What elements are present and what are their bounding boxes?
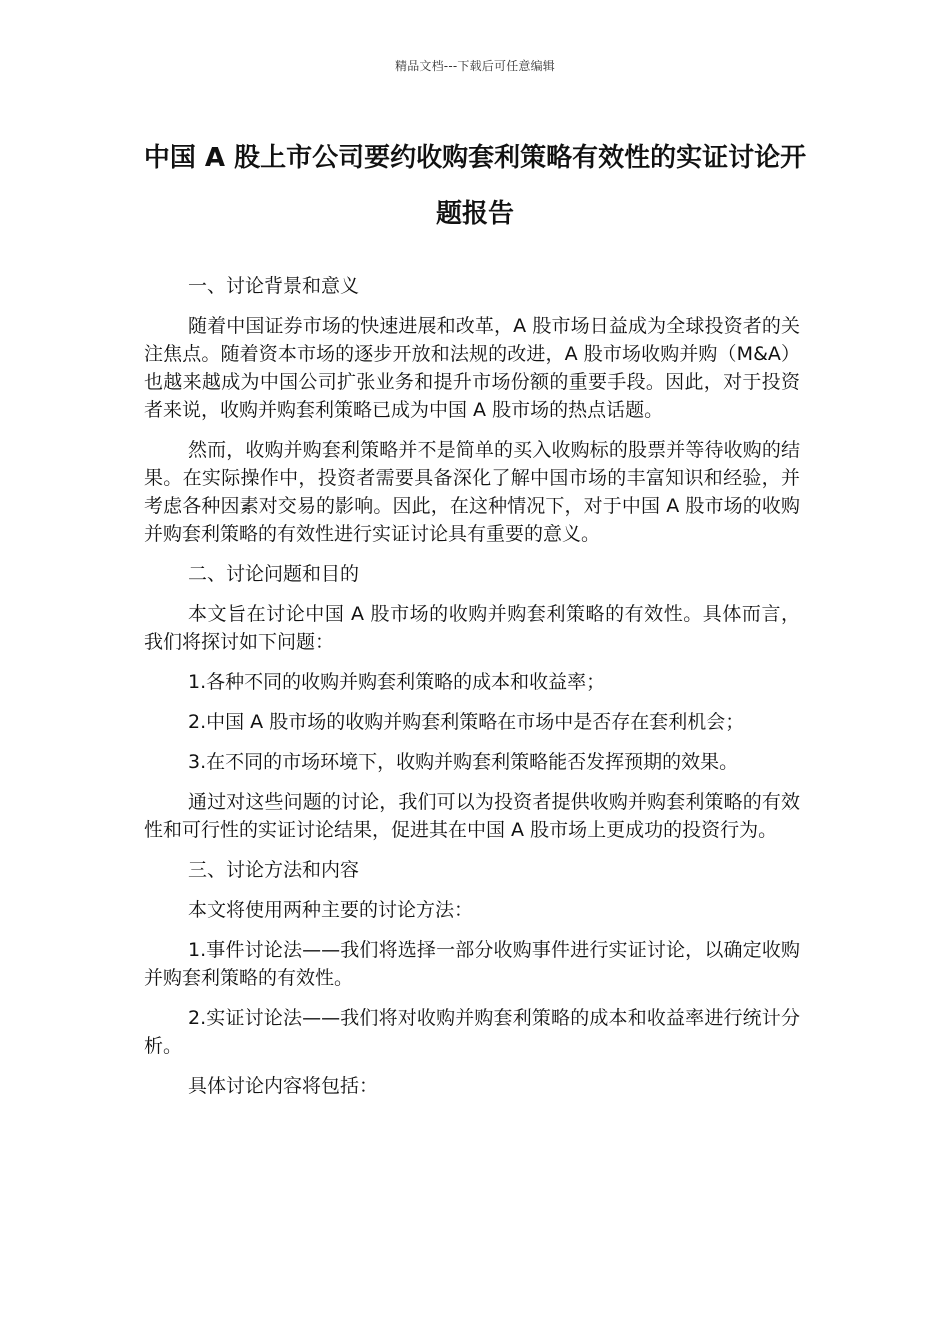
paragraph: 通过对这些问题的讨论，我们可以为投资者提供收购并购套利策略的有效性和可行性的实证讨论结果，促进其在中国 A 股市场上更成功的投资行为。 xyxy=(144,791,800,841)
paragraph: 本文旨在讨论中国 A 股市场的收购并购套利策略的有效性。具体而言，我们将探讨如下问题： xyxy=(144,603,800,653)
paragraph: 具体讨论内容将包括： xyxy=(188,1075,379,1097)
list-item: 2.实证讨论法——我们将对收购并购套利策略的成本和收益率进行统计分析。 xyxy=(144,1007,800,1057)
document-title: 中国 A 股上市公司要约收购套利策略有效性的实证讨论开题报告 xyxy=(143,143,807,229)
header-note: 精品文档---下载后可任意编辑 xyxy=(395,59,555,73)
list-item: 1.事件讨论法——我们将选择一部分收购事件进行实证讨论，以确定收购并购套利策略的有效性。 xyxy=(144,939,800,989)
list-item: 3.在不同的市场环境下，收购并购套利策略能否发挥预期的效果。 xyxy=(188,751,739,773)
list-item: 2.中国 A 股市场的收购并购套利策略在市场中是否存在套利机会； xyxy=(188,711,745,733)
section-heading-questions: 二、讨论问题和目的 xyxy=(188,563,360,585)
list-item: 1.各种不同的收购并购套利策略的成本和收益率； xyxy=(188,671,606,693)
document-body xyxy=(144,272,800,1112)
section-heading-methods: 三、讨论方法和内容 xyxy=(188,859,360,881)
paragraph: 本文将使用两种主要的讨论方法： xyxy=(188,899,474,921)
section-heading-background: 一、讨论背景和意义 xyxy=(188,275,360,297)
paragraph: 随着中国证券市场的快速进展和改革，A 股市场日益成为全球投资者的关注焦点。随着资本市场的逐步开放和法规的改进，A 股市场收购并购（M&A）也越来越成为中国公司扩张业务和提升市场份额的重要手段。因此，对于投资者来说，收购并购套利策略已成为中国 A 股市场的热点话题。 xyxy=(144,315,800,421)
paragraph: 然而，收购并购套利策略并不是简单的买入收购标的股票并等待收购的结果。在实际操作中，投资者需要具备深化了解中国市场的丰富知识和经验，并考虑各种因素对交易的影响。因此，在这种情况下，对于中国 A 股市场的收购并购套利策略的有效性进行实证讨论具有重要的意义。 xyxy=(144,439,800,545)
